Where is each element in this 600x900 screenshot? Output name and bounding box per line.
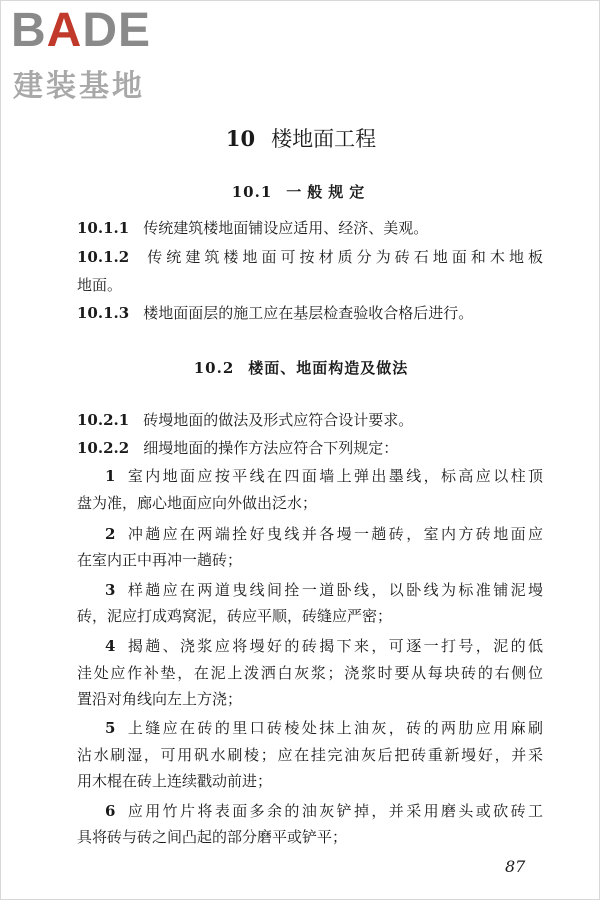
list-item-2 xyxy=(105,524,543,544)
clause-text: 传统建筑楼地面铺设应适用、经济、美观。 xyxy=(143,219,429,237)
list-item-5-continued xyxy=(77,771,543,791)
clause-number: 10.1.1 xyxy=(77,219,130,237)
list-item-3 xyxy=(105,580,543,600)
section-title: 一般规定 xyxy=(286,183,371,201)
item-text: 样趟应在两道曳线间拴一道卧线，以卧线为标准铺泥墁 xyxy=(125,581,543,599)
item-text: 砖，泥应打成鸡窝泥，砖应平顺，砖缝应严密； xyxy=(77,607,393,625)
item-text: 洼处应作补垫，在泥上泼洒白灰浆；浇浆时要从每块砖的右侧位 xyxy=(77,664,543,682)
list-item-5-continued xyxy=(77,745,543,765)
clause-10-1-1 xyxy=(77,218,543,238)
list-item-2-continued xyxy=(77,550,543,570)
item-number: 5 xyxy=(105,719,116,737)
clause-text: 细墁地面的操作方法应符合下列规定： xyxy=(143,439,399,457)
clause-text: 地面。 xyxy=(77,276,123,294)
item-number: 4 xyxy=(105,637,116,655)
list-item-6 xyxy=(105,801,543,821)
logo-letter-a: A xyxy=(46,4,83,57)
item-text: 用木棍在砖上连续戳动前进； xyxy=(77,772,273,790)
list-item-4-continued xyxy=(77,689,543,709)
section-number: 10.2 xyxy=(193,359,235,377)
clause-text: 传统建筑楼地面可按材质分为砖石地面和木地板 xyxy=(143,248,543,266)
item-number: 3 xyxy=(105,581,116,599)
clause-number: 10.2.1 xyxy=(77,411,130,429)
item-text: 应用竹片将表面多余的油灰铲掉，并采用磨头或砍砖工 xyxy=(125,802,543,820)
clause-10-1-2 xyxy=(77,247,543,267)
section-number: 10.1 xyxy=(231,183,273,201)
item-text: 上缝应在砖的里口砖棱处抹上油灰，砖的两肋应用麻刷 xyxy=(125,719,543,737)
clause-10-1-3 xyxy=(77,303,543,323)
item-text: 揭趟、浇浆应将墁好的砖揭下来，可逐一打号，泥的低 xyxy=(125,637,543,655)
list-item-4-continued xyxy=(77,663,543,683)
item-text: 盘为准，廊心地面应向外做出泛水； xyxy=(77,494,318,512)
clause-10-2-2 xyxy=(77,438,543,458)
list-item-5 xyxy=(105,718,543,738)
section-heading-10-1 xyxy=(1,181,600,202)
list-item-1-continued xyxy=(77,493,543,513)
clause-10-2-1 xyxy=(77,410,543,430)
item-text: 冲趟应在两端拴好曳线并各墁一趟砖，室内方砖地面应 xyxy=(125,525,543,543)
item-text: 在室内正中再冲一趟砖； xyxy=(77,551,243,569)
list-item-1 xyxy=(105,466,543,486)
item-text: 具将砖与砖之间凸起的部分磨平或铲平； xyxy=(77,828,348,846)
list-item-6-continued xyxy=(77,827,543,847)
chapter-heading xyxy=(1,123,600,153)
logo-letter-b: B xyxy=(11,4,47,57)
item-number: 1 xyxy=(105,467,116,485)
clause-number: 10.2.2 xyxy=(77,439,130,457)
chapter-number: 10 xyxy=(225,126,256,151)
chapter-title: 楼地面工程 xyxy=(271,127,377,151)
list-item-4 xyxy=(105,636,543,656)
item-text: 置沿对角线向左上方浇； xyxy=(77,690,243,708)
clause-number: 10.1.2 xyxy=(77,248,130,266)
section-title: 楼面、地面构造及做法 xyxy=(248,359,409,377)
item-text: 室内地面应按平线在四面墙上弹出墨线，标高应以柱顶 xyxy=(125,467,543,485)
item-text: 沾水刷湿，可用矾水刷棱；应在挂完油灰后把砖重新墁好，并采 xyxy=(77,746,543,764)
clause-text: 砖墁地面的做法及形式应符合设计要求。 xyxy=(143,411,414,429)
list-item-3-continued xyxy=(77,606,543,626)
clause-number: 10.1.3 xyxy=(77,304,130,322)
bade-logo xyxy=(11,4,181,104)
logo-letters-de: DE xyxy=(82,4,152,57)
item-number: 6 xyxy=(105,802,116,820)
section-heading-10-2 xyxy=(1,357,600,378)
logo-wordmark xyxy=(11,4,152,57)
clause-10-1-2-continued xyxy=(77,275,543,295)
page-number: 87 xyxy=(505,857,526,876)
logo-subtitle: 建装基地 xyxy=(13,69,145,104)
item-number: 2 xyxy=(105,525,116,543)
clause-text: 楼地面面层的施工应在基层检查验收合格后进行。 xyxy=(143,304,474,322)
